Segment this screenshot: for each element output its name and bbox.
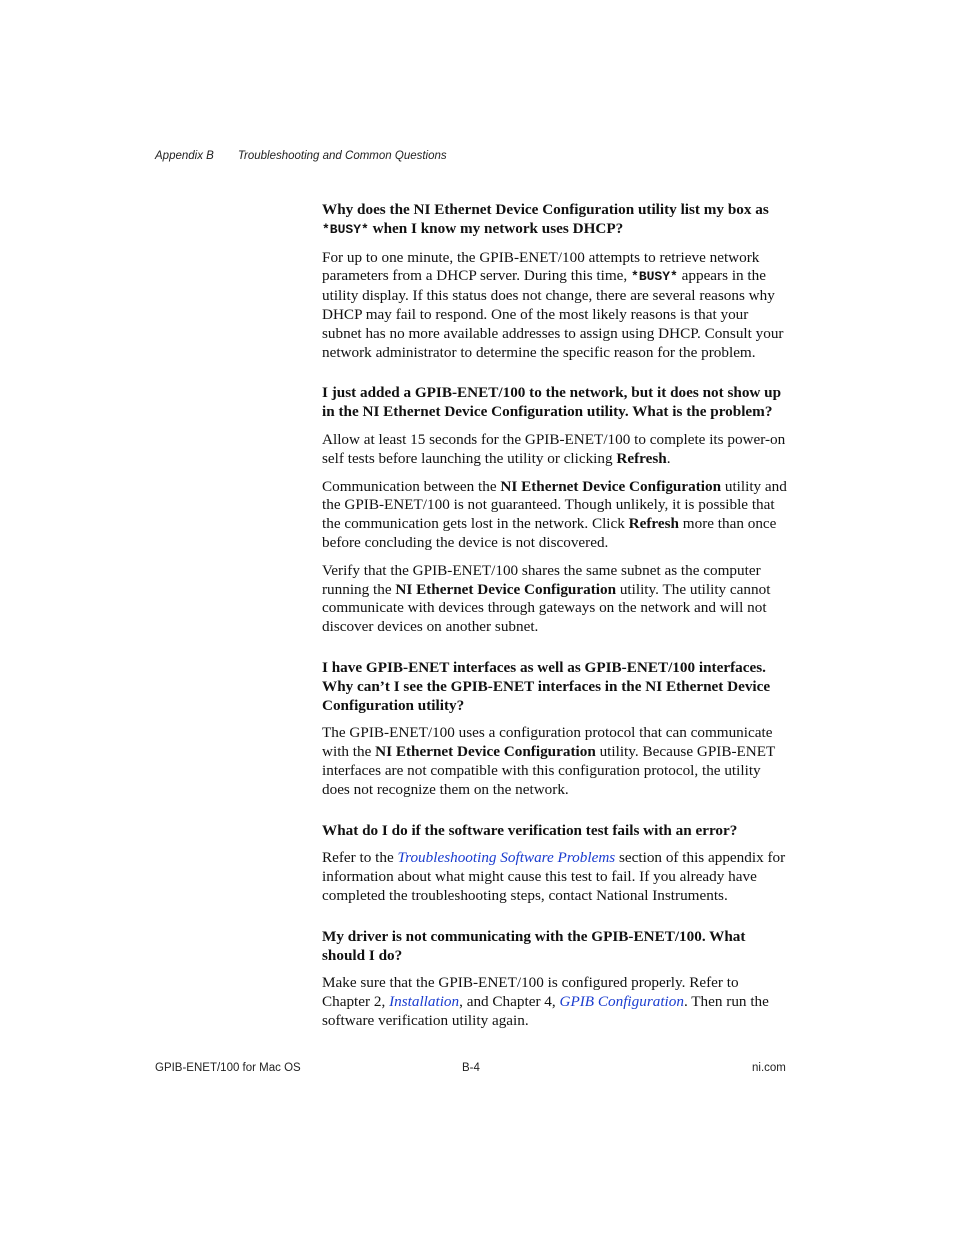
footer-manual-title: GPIB-ENET/100 for Mac OS: [155, 1062, 301, 1074]
utility-name-term: NI Ethernet Device Configuration: [395, 580, 617, 598]
answer-verification-fails: Refer to the Troubleshooting Software Problems section of this appendix for information about what might cause this test to fail. If you already have completed the troubleshooting steps, contact National Instruments.: [322, 849, 786, 904]
answer-driver-not-communicating: Make sure that the GPIB-ENET/100 is configured properly. Refer to Chapter 2, Installation, and Chapter 4, GPIB Configuration. Then run the software verification utility again.: [322, 974, 769, 1029]
question-device-not-shown: I just added a GPIB-ENET/100 to the network, but it does not show up in the NI Ethernet Device Configuration utility. What is the problem?: [322, 384, 782, 421]
footer-website: ni.com: [752, 1062, 786, 1074]
footer-page-number: B-4: [462, 1062, 480, 1074]
question-busy-dhcp: Why does the NI Ethernet Device Configuration utility list my box as *BUSY* when I know my network uses DHCP?: [322, 201, 769, 237]
page-content: [322, 201, 788, 1040]
busy-status-code: *BUSY*: [322, 221, 369, 237]
answer-communication: Communication between the NI Ethernet Device Configuration utility and the GPIB-ENET/100 is not guaranteed. Though unlikely, it is possible that the communication gets lost in the network. Click Refresh more than once before concluding the device is not discovered.: [322, 477, 787, 551]
utility-name-term: NI Ethernet Device Configuration: [375, 743, 596, 761]
installation-chapter-link[interactable]: Installation: [389, 993, 460, 1011]
question-verification-fails: What do I do if the software verification test fails with an error?: [322, 821, 738, 839]
answer-subnet: Verify that the GPIB-ENET/100 shares the same subnet as the computer running the NI Ethernet Device Configuration utility. The utility cannot communicate with devices through gateways on the network and will not discover devices on another subnet.: [322, 561, 771, 636]
appendix-label: Appendix B: [155, 150, 214, 162]
question-gpib-enet-interfaces: I have GPIB-ENET interfaces as well as GPIB-ENET/100 interfaces. Why can’t I see the GPIB-ENET interfaces in the NI Ethernet Device Configuration utility?: [322, 658, 771, 714]
refresh-term: Refresh: [616, 449, 667, 467]
gpib-configuration-chapter-link[interactable]: GPIB Configuration: [559, 993, 684, 1011]
answer-busy-dhcp: For up to one minute, the GPIB-ENET/100 attempts to retrieve network parameters from a DHCP server. During this time, *BUSY* appears in the utility display. If this status does not change, there are several reasons why DHCP may fail to respond. One of the most likely reasons is that your subnet has no more available addresses to assign using DHCP. Consult your network administrator to determine the specific reason for the problem.: [322, 248, 784, 361]
utility-name-term: NI Ethernet Device Configuration: [500, 477, 722, 495]
answer-wait-refresh: Allow at least 15 seconds for the GPIB-ENET/100 to complete its power-on self tests before launching the utility or clicking Refresh.: [322, 430, 786, 467]
troubleshooting-software-link[interactable]: Troubleshooting Software Problems: [397, 849, 616, 867]
appendix-title: Troubleshooting and Common Questions: [237, 150, 447, 162]
question-driver-not-communicating: My driver is not communicating with the GPIB-ENET/100. What should I do?: [322, 927, 746, 964]
answer-gpib-enet-interfaces: The GPIB-ENET/100 uses a configuration protocol that can communicate with the NI Ethernet Device Configuration utility. Because GPIB-ENET interfaces are not compatible with this configuration protocol, the utility does not recognize them on the network.: [322, 724, 776, 798]
busy-status-code: *BUSY*: [631, 269, 678, 285]
refresh-term: Refresh: [628, 515, 679, 533]
running-header: [155, 150, 447, 162]
